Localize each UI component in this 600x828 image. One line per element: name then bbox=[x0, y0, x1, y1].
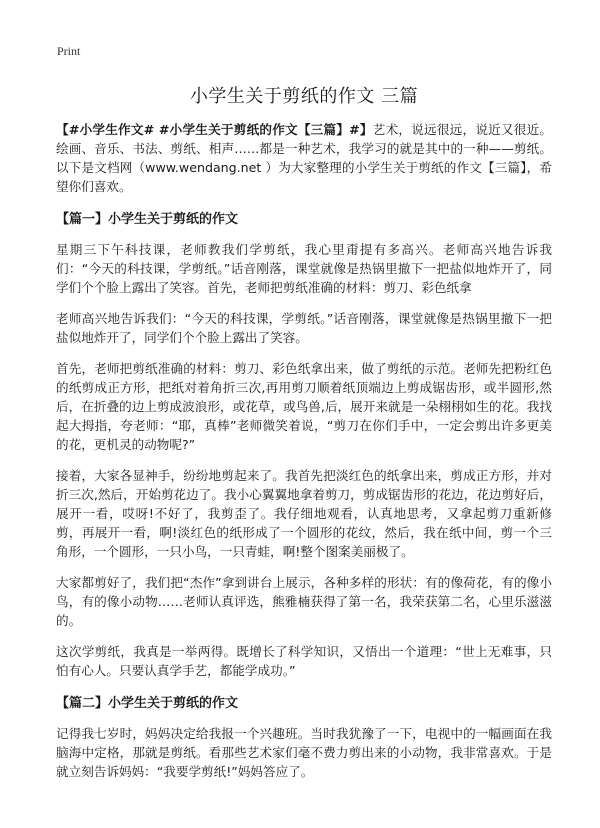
section-two-heading: 【篇二】小学生关于剪纸的作文 bbox=[56, 696, 239, 711]
print-label: Print bbox=[57, 44, 81, 58]
section-one-paragraph-6: 这次学剪纸，我真是一举两得。既增长了科学知识，又悟出一个道理：“世上无难事，只怕有心人。只要认真学手艺，都能学成功。” bbox=[56, 644, 552, 678]
section-one-paragraph-5: 大家都剪好了，我们把“杰作”拿到讲台上展示，各种多样的形状：有的像荷花，有的像小鸟，有的像小动物……老师认真评选，熊雅楠获得了第一名，我荣获第二名，心里乐滋滋的。 bbox=[56, 575, 552, 628]
section-two-paragraph-1: 记得我七岁时，妈妈决定给我报一个兴趣班。当时我犹豫了一下，电视中的一幅画面在我脑海中定格，那就是剪纸。看那些艺术家们毫不费力剪出来的小动物，我非常喜欢。于是就立刻告诉妈妈：“我要学剪纸!”妈妈答应了。 bbox=[56, 726, 552, 779]
section-one-heading: 【篇一】小学生关于剪纸的作文 bbox=[56, 212, 239, 227]
intro-tag-text: 【#小学生作文# #小学生关于剪纸的作文【三篇】#】 bbox=[56, 122, 373, 137]
section-one-paragraph-3: 首先，老师把剪纸准确的材料：剪刀、彩色纸拿出来，做了剪纸的示范。老师先把粉红色的纸剪成正方形，把纸对着角折三次,再用剪刀顺着纸顶端边上剪成锯齿形，或半圆形,然后，在折叠的边上剪成波浪形，或花草，或鸟兽,后，展开来就是一朵栩栩如生的花。我找起大拇指，夸老师：“耶，真棒”老师微笑着说，“剪刀在你们手中，一定会剪出许多更美的花，更机灵的动物呢?” bbox=[56, 361, 552, 452]
intro-paragraph bbox=[56, 120, 552, 196]
document-title: 小学生关于剪纸的作文 三篇 bbox=[189, 86, 419, 107]
section-one-paragraph-4: 接着，大家各显神手，纷纷地剪起来了。我首先把淡红色的纸拿出来，剪成正方形，并对折三次,然后，开始剪花边了。我小心翼翼地拿着剪刀，剪成锯齿形的花边，花边剪好后，展开一看，哎呀!不好了，我剪歪了。我仔细地观看，认真地思考，又拿起剪刀重新修剪，再展开一看，啊!淡红色的纸形成了一个圆形的花纹，然后，我在纸中间，剪一个三角形，一个圆形，一只小鸟，一只青蛙，啊!整个图案美丽极了。 bbox=[56, 468, 552, 559]
intro-text: 艺术，说远很远，说近又很近。绘画、音乐、书法、剪纸、相声……都是一种艺术，我学习的就是其中的一种——剪纸。以下是文档网（www.wendang.net ）为大家整理的小学生关于剪纸的作文【三篇】，希望你们喜欢。 bbox=[56, 122, 553, 194]
section-one-paragraph-1: 星期三下午科技课，老师教我们学剪纸，我心里甭提有多高兴。老师高兴地告诉我们：“今天的科技课，学剪纸。”话音刚落，课堂就像是热锅里撤下一把盐似地炸开了，同学们个个脸上露出了笑容。首先，老师把剪纸准确的材料：剪刀、彩色纸拿 bbox=[56, 242, 552, 295]
section-one-paragraph-2: 老师高兴地告诉我们：“今天的科技课，学剪纸。”话音刚落，课堂就像是热锅里撤下一把盐似地炸开了，同学们个个脸上露出了笑容。 bbox=[56, 311, 552, 345]
